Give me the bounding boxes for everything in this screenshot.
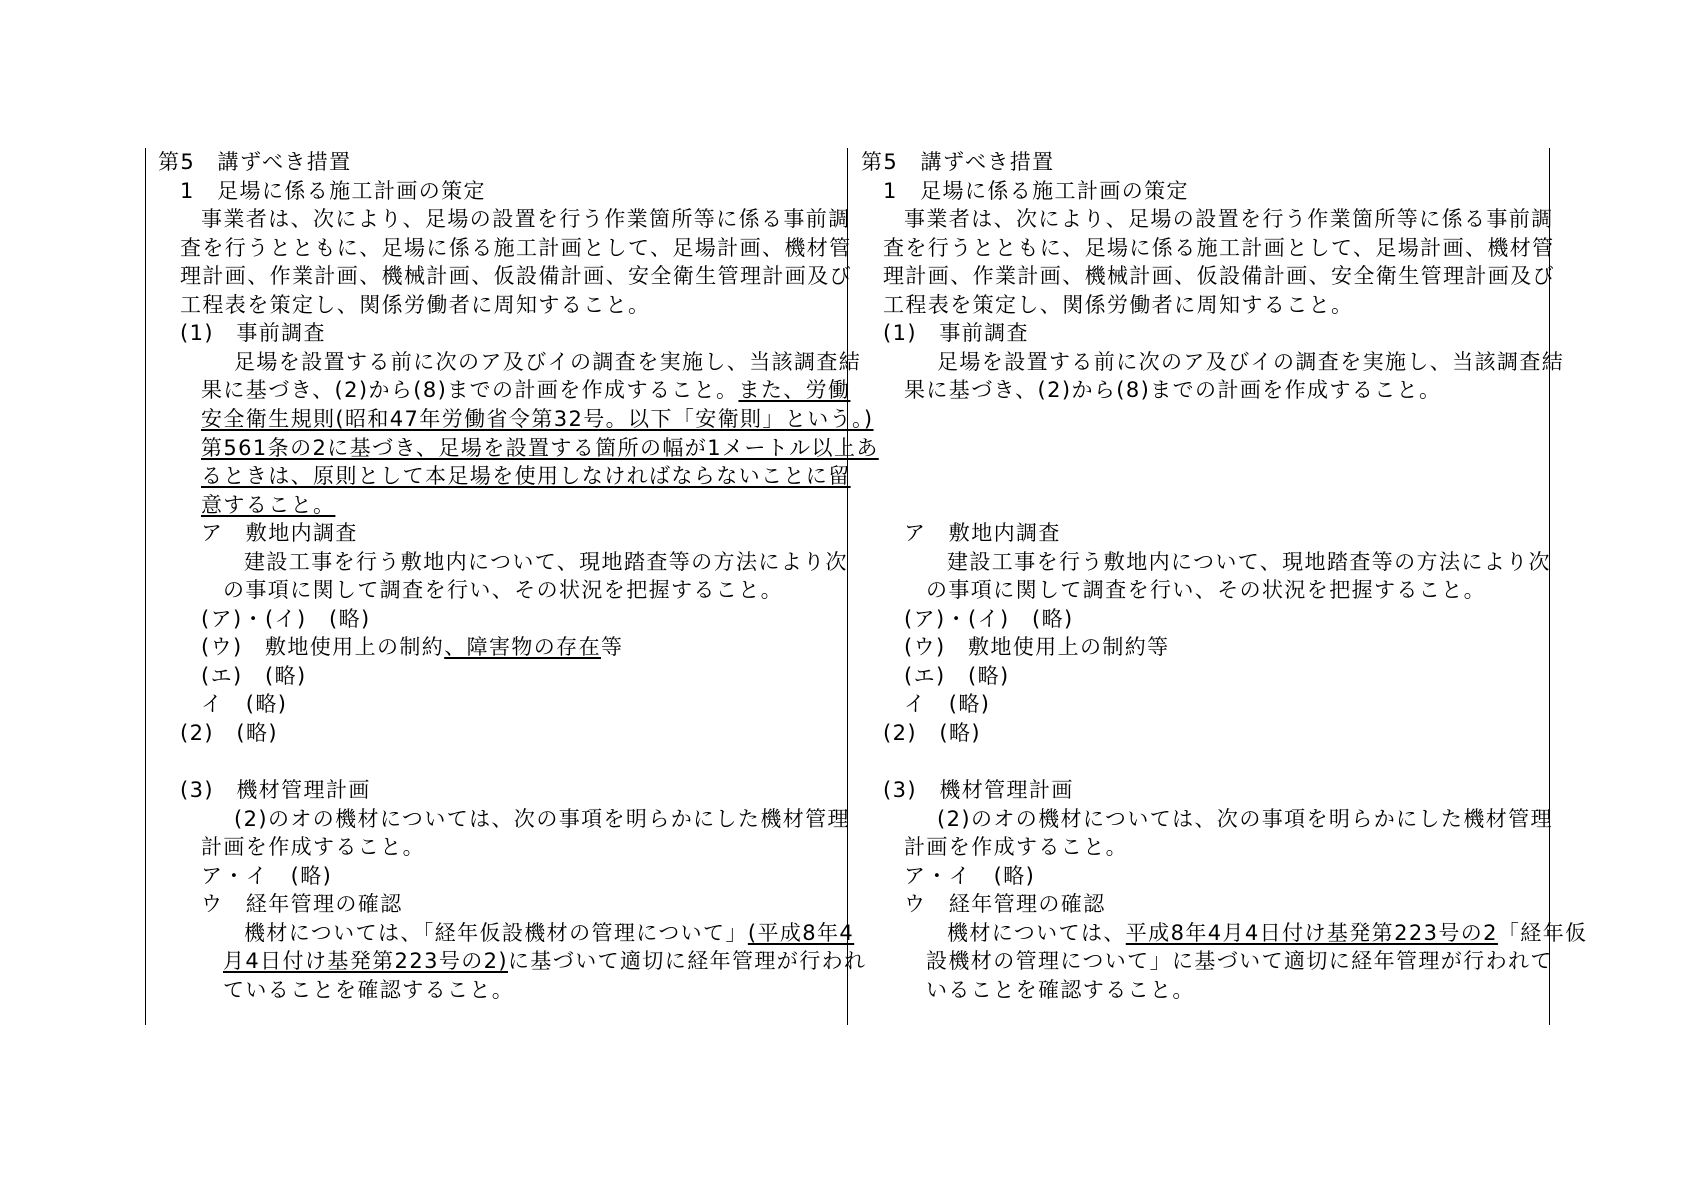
text-segment: 計画を作成すること。	[904, 835, 1128, 860]
text-line	[201, 833, 425, 862]
text-segment: 等	[601, 635, 624, 660]
text-segment: 1 足場に係る施工計画の策定	[180, 178, 486, 203]
text-line	[937, 348, 1564, 377]
text-line	[180, 719, 278, 748]
text-segment: 建設工事を行う敷地内について、現地踏査等の方法により次	[244, 549, 848, 574]
text-line	[244, 919, 854, 948]
text-line	[904, 662, 1010, 691]
underlined-amendment-text: 意すること。	[201, 492, 336, 517]
text-line	[201, 519, 358, 548]
text-segment: ア 敷地内調査	[201, 521, 358, 546]
text-segment: ウ 経年管理の確認	[904, 892, 1106, 917]
text-line	[180, 319, 326, 348]
text-segment: 足場を設置する前に次のア及びイの調査を実施し、当該調査結	[234, 349, 862, 374]
text-segment: (ア)・(イ) (略)	[201, 606, 371, 631]
text-line	[904, 205, 1554, 234]
text-segment: に基づいて適切に経年管理が行われ	[508, 949, 867, 974]
text-segment: の事項に関して調査を行い、その状況を把握すること。	[926, 578, 1486, 603]
text-line	[201, 376, 850, 405]
text-line	[883, 177, 1189, 206]
text-line	[201, 434, 879, 463]
text-segment: ていることを確認すること。	[223, 977, 515, 1002]
text-line	[234, 805, 850, 834]
text-segment: 1 足場に係る施工計画の策定	[883, 178, 1189, 203]
underlined-amendment-text: 、障害物の存在	[444, 635, 601, 660]
text-segment: 機材については、	[947, 920, 1126, 945]
underlined-amendment-text: るときは、原則として本足場を使用しなければならないことに留	[201, 464, 851, 489]
underlined-amendment-text: (平成8年4	[747, 920, 855, 945]
text-segment: 第5 講ずべき措置	[861, 150, 1055, 174]
text-segment: ウ 経年管理の確認	[201, 892, 403, 917]
underlined-amendment-text: また、労働	[738, 378, 851, 403]
text-segment: 第5 講ずべき措置	[158, 150, 352, 174]
text-line	[201, 862, 332, 891]
text-segment: (3) 機材管理計画	[883, 778, 1074, 803]
text-line	[904, 376, 1441, 405]
text-segment: 「経年仮	[1497, 920, 1588, 945]
text-line	[234, 348, 861, 377]
text-line	[180, 234, 852, 263]
text-segment: の事項に関して調査を行い、その状況を把握すること。	[223, 578, 783, 603]
text-line	[223, 947, 866, 976]
text-line	[201, 662, 307, 691]
text-line	[180, 177, 486, 206]
revised-text-column	[158, 148, 879, 1025]
text-line	[904, 890, 1106, 919]
text-segment: 足場を設置する前に次のア及びイの調査を実施し、当該調査結	[937, 349, 1565, 374]
text-line	[201, 633, 623, 662]
text-line	[201, 405, 874, 434]
text-line	[926, 976, 1195, 1005]
current-text-column	[861, 148, 1588, 1025]
text-line	[926, 576, 1486, 605]
text-segment: 果に基づき、(2)から(8)までの計画を作成すること。	[201, 378, 739, 403]
underlined-amendment-text: 安全衛生規則(昭和47年労働省令第32号。以下「安衛則」という。)	[201, 406, 874, 431]
text-line	[883, 291, 1353, 320]
underlined-amendment-text: 月4日付け基発第223号の2)	[223, 949, 508, 974]
text-segment: (1) 事前調査	[180, 321, 326, 346]
text-line	[904, 633, 1170, 662]
text-line	[201, 491, 335, 520]
text-line	[883, 776, 1074, 805]
text-segment: (1) 事前調査	[883, 321, 1029, 346]
text-segment: 機材については、「経年仮設機材の管理について」	[244, 920, 748, 945]
text-segment: 建設工事を行う敷地内について、現地踏査等の方法により次	[947, 549, 1551, 574]
text-segment: ア・イ (略)	[201, 863, 333, 888]
text-line	[180, 262, 852, 291]
text-line	[947, 919, 1588, 948]
text-line	[926, 947, 1553, 976]
text-segment: イ (略)	[904, 692, 991, 717]
text-segment: 査を行うとともに、足場に係る施工計画として、足場計画、機材管	[180, 235, 852, 260]
text-segment: 果に基づき、(2)から(8)までの計画を作成すること。	[904, 378, 1442, 403]
text-line	[883, 319, 1029, 348]
text-segment: (2) (略)	[180, 721, 278, 745]
text-line	[201, 462, 851, 491]
underlined-amendment-text: 第561条の2に基づき、足場を設置する箇所の幅が1メートル以上あ	[201, 435, 879, 460]
text-line	[904, 862, 1035, 891]
text-line	[937, 805, 1553, 834]
text-line	[223, 576, 783, 605]
text-line	[244, 548, 848, 577]
text-segment: 設機材の管理について」に基づいて適切に経年管理が行われて	[926, 949, 1553, 974]
text-segment: (エ) (略)	[904, 663, 1010, 688]
text-line	[180, 776, 371, 805]
text-segment: いることを確認すること。	[926, 977, 1195, 1002]
text-segment: 計画を作成すること。	[201, 835, 425, 860]
text-segment: ア 敷地内調査	[904, 521, 1061, 546]
text-segment: 工程表を策定し、関係労働者に周知すること。	[883, 292, 1354, 317]
text-line	[883, 262, 1555, 291]
text-line	[861, 148, 1055, 177]
text-segment: 査を行うとともに、足場に係る施工計画として、足場計画、機材管	[883, 235, 1555, 260]
text-segment: イ (略)	[201, 692, 288, 717]
text-segment: 事業者は、次により、足場の設置を行う作業箇所等に係る事前調	[904, 207, 1554, 232]
text-segment: (ア)・(イ) (略)	[904, 606, 1074, 631]
text-line	[223, 976, 514, 1005]
text-line	[904, 519, 1061, 548]
text-segment: 事業者は、次により、足場の設置を行う作業箇所等に係る事前調	[201, 207, 851, 232]
text-line	[883, 234, 1555, 263]
text-line	[201, 690, 287, 719]
text-line	[947, 548, 1551, 577]
text-line	[158, 148, 352, 177]
text-line	[201, 605, 371, 634]
text-line	[904, 833, 1128, 862]
text-line	[201, 890, 403, 919]
table-border-left	[145, 148, 146, 1025]
text-line	[904, 605, 1074, 634]
text-segment: ア・イ (略)	[904, 863, 1036, 888]
text-segment: (ウ) 敷地使用上の制約等	[904, 635, 1170, 660]
text-segment: 工程表を策定し、関係労働者に周知すること。	[180, 292, 651, 317]
text-line	[201, 205, 851, 234]
underlined-amendment-text: 平成8年4月4日付け基発第223号の2	[1125, 920, 1498, 945]
text-segment: (エ) (略)	[201, 663, 307, 688]
text-segment: (2) (略)	[883, 721, 981, 745]
text-segment: (ウ) 敷地使用上の制約	[201, 635, 445, 660]
text-segment: (2)のオの機材については、次の事項を明らかにした機材管理	[234, 806, 850, 831]
text-line	[180, 291, 650, 320]
text-line	[883, 719, 981, 748]
text-segment: (2)のオの機材については、次の事項を明らかにした機材管理	[937, 806, 1553, 831]
text-line	[904, 690, 990, 719]
text-segment: 理計画、作業計画、機械計画、仮設備計画、安全衛生管理計画及び	[883, 264, 1555, 289]
text-segment: (3) 機材管理計画	[180, 778, 371, 803]
text-segment: 理計画、作業計画、機械計画、仮設備計画、安全衛生管理計画及び	[180, 264, 852, 289]
